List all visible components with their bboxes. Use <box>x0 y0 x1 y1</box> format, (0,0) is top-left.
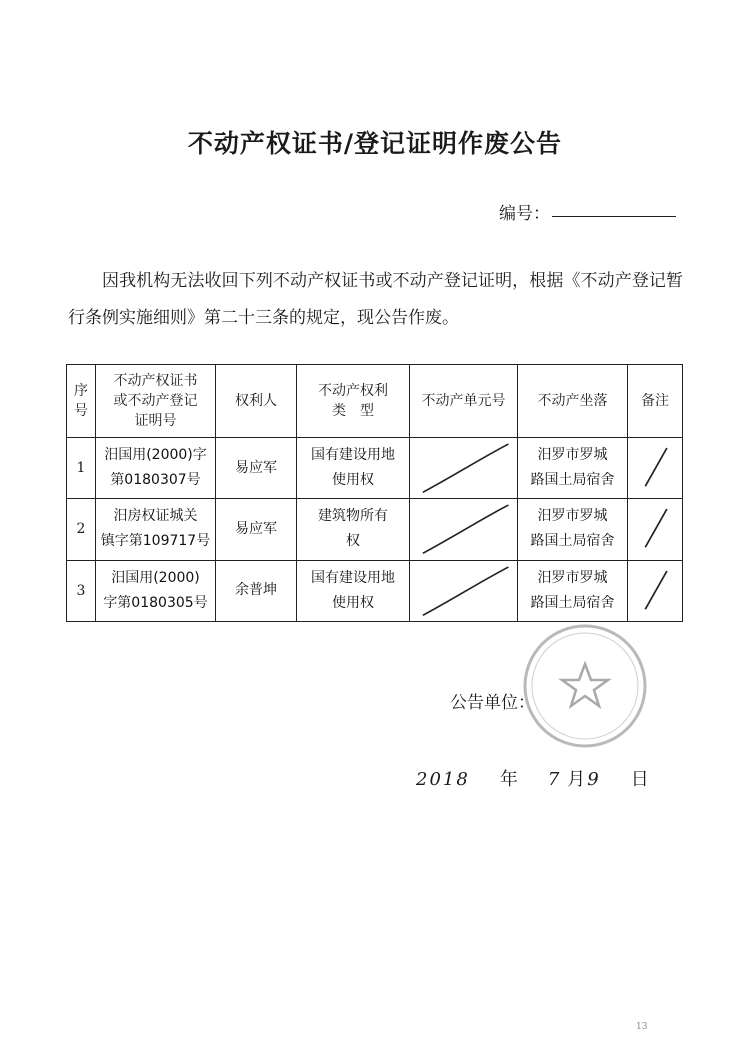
header-location: 不动产坐落 <box>518 365 628 438</box>
row-unit-number-slash <box>410 499 518 560</box>
header-seq: 序 号 <box>67 365 96 438</box>
page-mark: 13 <box>636 1022 648 1032</box>
date-year-unit: 年 <box>499 769 518 790</box>
row-holder: 余普坤 <box>216 560 297 621</box>
row-cert-number: 汨房权证城关 镇字第109717号 <box>96 499 216 560</box>
date-month: 7 <box>547 769 562 790</box>
row-holder: 易应军 <box>216 499 297 560</box>
row-right-type: 建筑物所有 权 <box>297 499 410 560</box>
date-month-unit: 月 <box>567 769 586 790</box>
table-header-row <box>67 365 683 438</box>
number-label: 编号： <box>499 204 550 224</box>
date-day: 9 <box>587 769 601 790</box>
row-right-type: 国有建设用地 使用权 <box>297 560 410 621</box>
table-row <box>67 438 683 499</box>
header-cert-number: 不动产权证书 或不动产登记 证明号 <box>96 365 216 438</box>
publisher-label: 公告单位： <box>450 693 535 713</box>
row-seq: 1 <box>67 438 96 499</box>
row-location: 汨罗市罗城 路国土局宿舍 <box>518 499 628 560</box>
row-location: 汨罗市罗城 路国土局宿舍 <box>518 560 628 621</box>
official-seal-stamp <box>510 618 660 748</box>
table-row <box>67 499 683 560</box>
row-holder: 易应军 <box>216 438 297 499</box>
row-right-type: 国有建设用地 使用权 <box>297 438 410 499</box>
row-seq: 3 <box>67 560 96 621</box>
row-unit-number-slash <box>410 438 518 499</box>
row-remark-slash <box>628 499 683 560</box>
notice-paragraph: 因我机构无法收回下列不动产权证书或不动产登记证明，根据《不动产登记暂行条例实施细则》第二十三条的规定，现公告作废。 <box>68 271 683 328</box>
row-location: 汨罗市罗城 路国土局宿舍 <box>518 438 628 499</box>
notice-date <box>416 765 649 791</box>
header-remark: 备注 <box>628 365 683 438</box>
table-row <box>67 560 683 621</box>
row-remark-slash <box>628 560 683 621</box>
header-holder: 权利人 <box>216 365 297 438</box>
date-day-unit: 日 <box>630 769 649 790</box>
date-year: 2018 <box>416 769 470 790</box>
row-remark-slash <box>628 438 683 499</box>
row-seq: 2 <box>67 499 96 560</box>
row-unit-number-slash <box>410 560 518 621</box>
notice-title: 不动产权证书/登记证明作废公告 <box>187 129 563 158</box>
header-unit-number: 不动产单元号 <box>410 365 518 438</box>
header-right-type: 不动产权利 类 型 <box>297 365 410 438</box>
row-cert-number: 汨国用(2000)字 第0180307号 <box>96 438 216 499</box>
certificate-table <box>66 364 683 622</box>
number-blank-line <box>552 216 676 217</box>
row-cert-number: 汨国用(2000) 字第0180305号 <box>96 560 216 621</box>
